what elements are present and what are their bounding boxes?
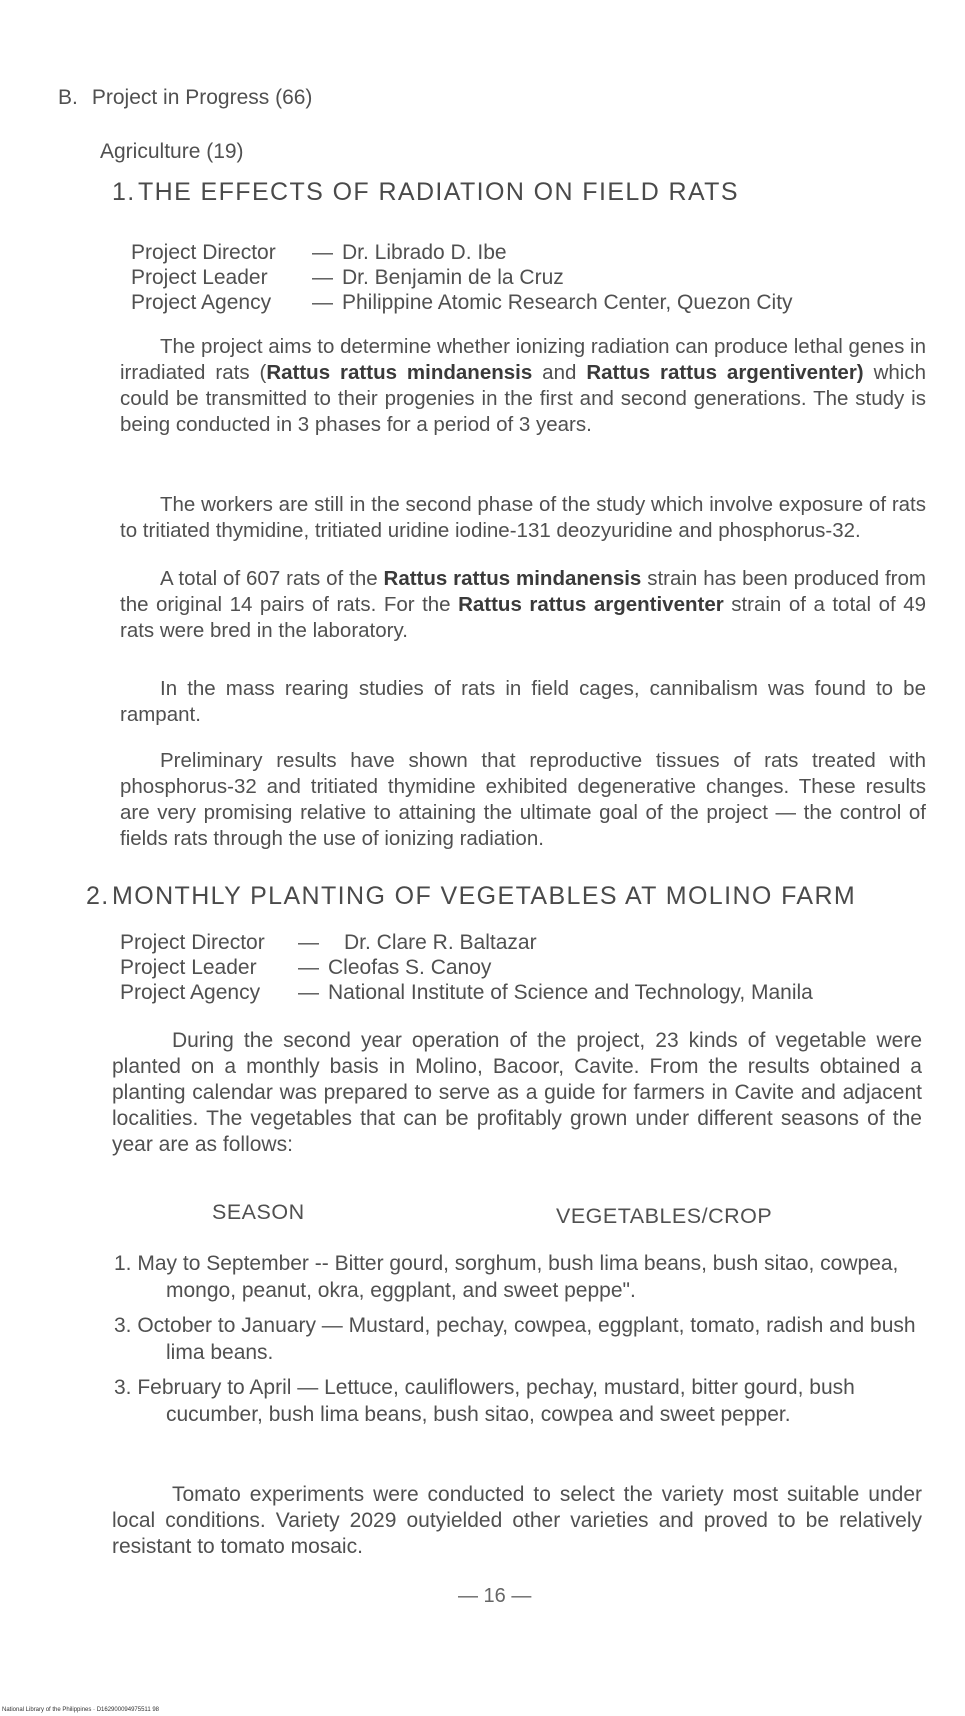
category-heading: Agriculture (19) (100, 140, 244, 163)
leader-label: Project Leader (131, 266, 268, 289)
text-run: The workers are still in the second phase of the study which involve exposure of rats to tritiated thymidine, tritiated uridine iodine-131 deozyuridine and phosphorus-32. (120, 493, 926, 542)
text-run: and (532, 361, 587, 384)
list-item: 3. October to January — Mustard, pechay, cowpea, eggplant, tomato, radish and bush lima beans. (114, 1314, 916, 1364)
text-run: which could be transmitted to their progenies in the first and second generations. The study is being conducted in 3 phases for a period of 3 years. (120, 361, 926, 436)
dash: — (298, 981, 319, 1004)
project1-agency-row (131, 290, 793, 315)
project2-paragraph-1 (112, 1028, 922, 1158)
text-run: Preliminary results have shown that reproductive tissues of rats treated with phosphorus-32 and tritiated thymidine exhibited degenerative changes. These results are very promising relative to attaining the ultimate goal of the project — the control of fields rats through the use of ionizing radiation. (120, 749, 926, 850)
section-heading (58, 86, 312, 110)
agency-name: Philippine Atomic Research Center, Quezon City (342, 291, 793, 314)
text-run: Tomato experiments were conducted to select the variety most suitable under local conditions. Variety 2029 outyielded other varieties and proved to be relatively resistant to tomato mosaic. (112, 1483, 922, 1558)
project1-meta (131, 240, 793, 315)
project2-director-row (120, 930, 813, 955)
project2-agency-row (120, 980, 813, 1005)
project2-leader-row (120, 955, 813, 980)
project2-title (86, 882, 856, 911)
director-label: Project Director (131, 241, 276, 264)
footer-watermark: National Library of the Philippines · D162900094975511 98 (2, 1707, 159, 1713)
crop-column-header: VEGETABLES/CROP (556, 1204, 773, 1228)
section-title: Project in Progress (66) (91, 86, 313, 109)
project1-title (112, 178, 739, 207)
project1-director-row (131, 240, 793, 265)
project1-paragraph-2 (120, 492, 926, 544)
text-run: A total of 607 rats of the (160, 567, 384, 590)
agency-label: Project Agency (131, 291, 272, 314)
project1-paragraph-3 (120, 566, 926, 644)
species-name: Rattus rattus mindanensis (266, 361, 533, 384)
species-name: Rattus rattus argentiventer) (586, 361, 864, 384)
dash: — (312, 266, 333, 289)
project1-paragraph-4 (120, 676, 926, 728)
director-label: Project Director (120, 931, 265, 954)
section-letter: B. (58, 86, 78, 109)
text-run: The project aims to determine whether ionizing radiation can produce lethal genes in irradiated rats ( (120, 335, 926, 384)
leader-label: Project Leader (120, 956, 257, 979)
director-name: Dr. Librado D. Ibe (342, 241, 507, 264)
project1-number: 1. (112, 178, 136, 206)
species-name: Rattus rattus argentiventer (458, 593, 724, 616)
project1-paragraph-5 (120, 748, 926, 852)
agency-label: Project Agency (120, 981, 261, 1004)
list-item: 3. February to April — Lettuce, cauliflowers, pechay, mustard, bitter gourd, bush cucumber, bush lima beans, bush sitao, cowpea and sweet pepper. (114, 1376, 855, 1426)
dash: — (298, 956, 319, 979)
director-name: Dr. Clare R. Baltazar (344, 931, 537, 954)
leader-name: Cleofas S. Canoy (328, 956, 492, 979)
text-run: strain has been produced from the original 14 pairs of rats. For the (120, 567, 926, 616)
text-run: strain of a total of 49 rats were bred in the laboratory. (120, 593, 926, 642)
dash: — (312, 291, 333, 314)
project2-meta (120, 930, 813, 1005)
project2-title-text: MONTHLY PLANTING OF VEGETABLES AT MOLINO FARM (112, 882, 857, 910)
page-number: — 16 — (458, 1585, 532, 1607)
text-run: In the mass rearing studies of rats in field cages, cannibalism was found to be rampant. (120, 677, 926, 726)
project2-number: 2. (86, 882, 110, 910)
leader-name: Dr. Benjamin de la Cruz (342, 266, 564, 289)
project1-title-text: THE EFFECTS OF RADIATION ON FIELD RATS (138, 178, 739, 206)
project2-paragraph-2 (112, 1482, 922, 1560)
season-column-header: SEASON (212, 1200, 305, 1224)
project1-leader-row (131, 265, 793, 290)
species-name: Rattus rattus mindanensis (383, 567, 642, 590)
dash: — (312, 241, 333, 264)
text-run: During the second year operation of the project, 23 kinds of vegetable were planted on a monthly basis in Molino, Bacoor, Cavite. From the results obtained a planting calendar was prepared to serve as a guide for farmers in Cavite and adjacent localities. The vegetables that can be profitably grown under different seasons of the year are as follows: (112, 1029, 922, 1156)
project1-paragraph-1 (120, 334, 926, 438)
dash: — (298, 931, 319, 954)
list-item: 1. May to September -- Bitter gourd, sorghum, bush lima beans, bush sitao, cowpea, mongo, peanut, okra, eggplant, and sweet peppeʺ. (114, 1252, 899, 1302)
planting-calendar-list (114, 1250, 920, 1436)
agency-name: National Institute of Science and Technology, Manila (328, 981, 813, 1004)
